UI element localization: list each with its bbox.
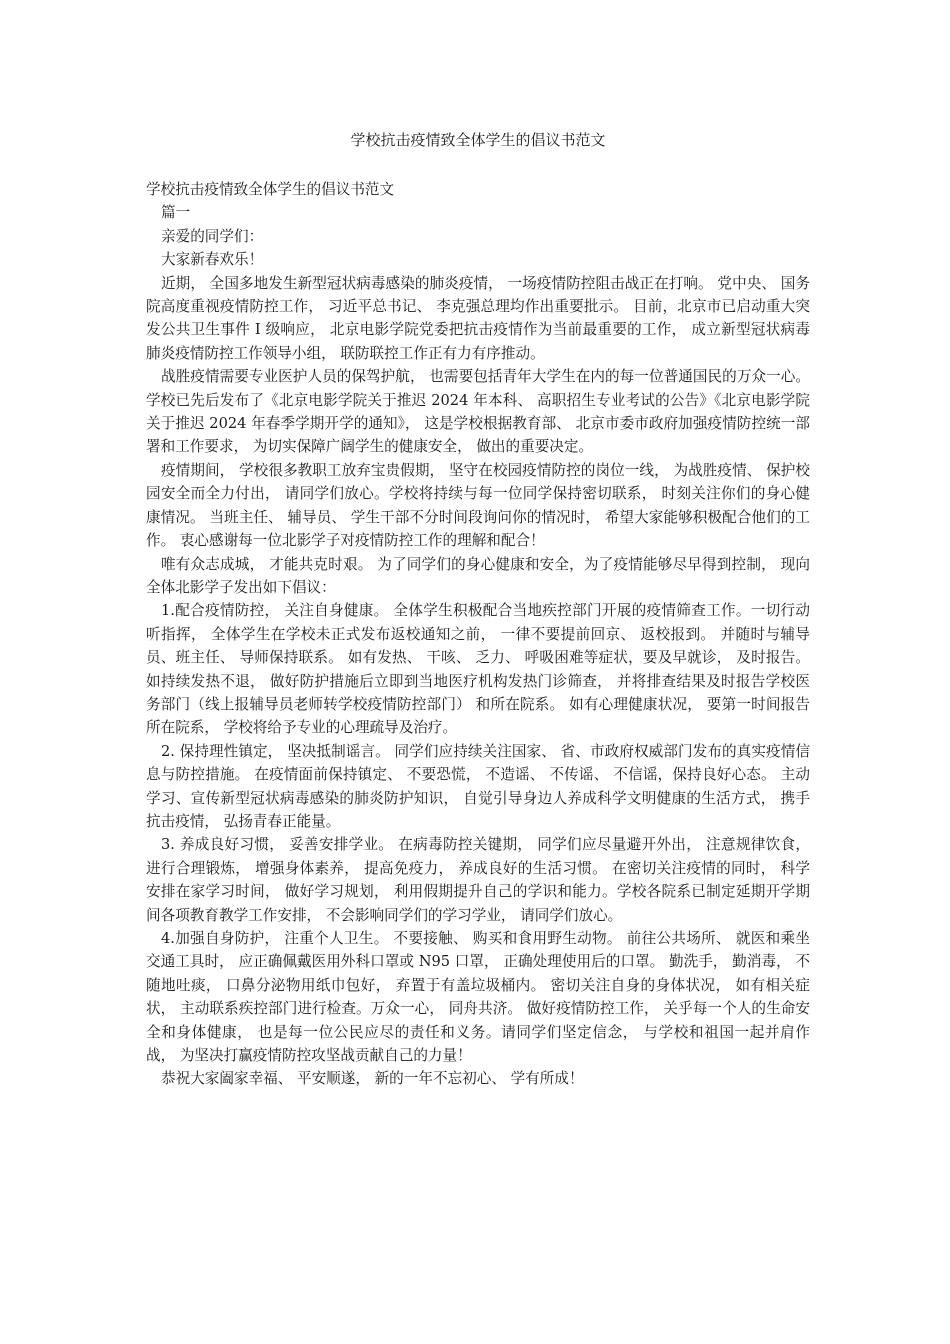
proposal-item-1: 1.配合疫情防控， 关注自身健康。 全体学生积极配合当地疾控部门开展的疫情筛查工作。一切行动听指挥， 全体学生在学校未正式发布返校通知之前， 一律不要提前回京、 返校报到。 并随时与辅导员、班主任、 导师保持联系。 如有发热、 干咳、 乏力、 呼吸困难等症状，要及早就诊， 及时报告。 如持续发热不退， 做好防护措施后立即到当地医疗机构发热门诊筛查， 并将排查结果及时报告学校医务部门（线上报辅导员老师转学校疫情防控部门） 和所在院系。 如有心理健康状况， 要第一时间报告所在院系， 学校将给予专业的心理疏导及治疗。 — [146, 602, 810, 737]
section-label: 篇一 — [161, 204, 191, 222]
greeting: 大家新春欢乐！ — [161, 251, 264, 269]
paragraph: 唯有众志成城， 才能共克时艰。 为了同学们的身心健康和安全，为了疫情能够尽早得到控制， 现向全体北影学子发出如下倡议： — [146, 555, 810, 596]
proposal-item-2: 2. 保持理性镇定， 坚决抵制谣言。 同学们应持续关注国家、 省、市政府权威部门发布的真实疫情信息与防控措施。 在疫情面前保持镇定、 不要恐慌， 不造谣、 不传谣、 不信谣，保持良好心态。 主动学习、宣传新型冠状病毒感染的肺炎防护知识， 自觉引导身边人养成科学文明健康的生活方式， 携手抗击疫情， 弘扬青春正能量。 — [146, 742, 810, 830]
document-title: 学校抗击疫情致全体学生的倡议书范文 — [350, 131, 606, 149]
proposal-item-3: 3. 养成良好习惯， 妥善安排学业。 在病毒防控关键期， 同学们应尽量避开外出， 注意规律饮食， 进行合理锻炼， 增强身体素养， 提高免疫力， 养成良好的生活习惯。 在密切关注疫情的同时， 科学安排在家学习时间， 做好学习规划， 利用假期提升自己的学识和能力。学校各院系已制定延期开学期间各项教育教学工作安排， 不会影响同学们的学习学业， 请同学们放心。 — [146, 836, 810, 924]
salutation: 亲爱的同学们： — [161, 227, 264, 245]
paragraph: 近期， 全国多地发生新型冠状病毒感染的肺炎疫情， 一场疫情防控阻击战正在打响。 党中央、 国务院高度重视疫情防控工作， 习近平总书记、 李克强总理均作出重要批示。 目前，北京市已启动重大突发公共卫生事件 I 级响应， 北京电影学院党委把抗击疫情作为当前最重要的工作， 成立新型冠状病毒肺炎疫情防控工作领导小组， 联防联控工作正有力有序推动。 — [146, 274, 810, 362]
paragraph: 疫情期间， 学校很多教职工放弃宝贵假期， 坚守在校园疫情防控的岗位一线， 为战胜疫情、 保护校园安全而全力付出， 请同学们放心。学校将持续与每一位同学保持密切联系， 时刻关注你们的身心健康情况。 当班主任、 辅导员、 学生干部不分时间段询问你的情况时， 希望大家能够积极配合他们的工作。 衷心感谢每一位北影学子对疫情防控工作的理解和配合！ — [146, 461, 810, 550]
paragraph: 战胜疫情需要专业医护人员的保驾护航， 也需要包括青年大学生在内的每一位普通国民的万众一心。 学校已先后发布了《北京电影学院关于推迟 2024 年本科、 高职招生专业考试的公告》《北京电影学院关于推迟 2024 年春季学期开学的通知》， 这是学校根据教育部、 北京市委市政府加强疫情防控统一部署和工作要求， 为切实保障广阔学生的健康安全， 做出的重要决定。 — [146, 368, 810, 456]
document-body — [146, 178, 810, 1091]
closing-wishes: 恭祝大家阖家幸福、 平安顺遂， 新的一年不忘初心、 学有所成！ — [161, 1070, 584, 1088]
proposal-item-4: 4.加强自身防护， 注重个人卫生。 不要接触、 购买和食用野生动物。 前往公共场所、 就医和乘坐交通工具时， 应正确佩戴医用外科口罩或 N95 口罩， 正确处理使用后的口罩。 勤洗手， 勤消毒， 不随地吐痰， 口鼻分泌物用纸巾包好， 弃置于有盖垃圾桶内。 密切关注自身的身体状况， 如有相关症状， 主动联系疾控部门进行检查。万众一心， 同舟共济。 做好疫情防控工作， 关乎每一个人的生命安全和身体健康， 也是每一位公民应尽的责任和义务。请同学们坚定信念， 与学校和祖国一起并肩作战， 为坚决打赢疫情防控攻坚战贡献自己的力量！ — [146, 930, 810, 1065]
body-heading: 学校抗击疫情致全体学生的倡议书范文 — [146, 181, 395, 198]
